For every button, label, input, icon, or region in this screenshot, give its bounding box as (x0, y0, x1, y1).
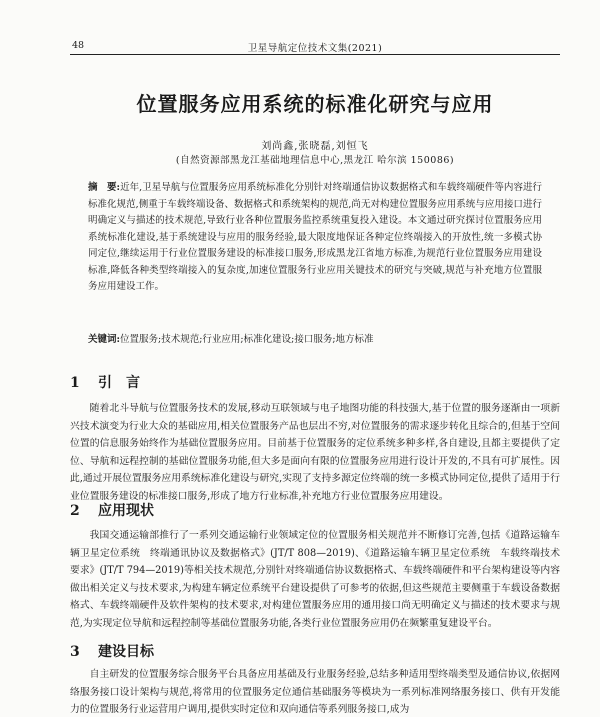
section-title: 应用现状 (98, 503, 154, 519)
abstract-text: 近年,卫星导航与位置服务应用系统标准化分别针对终端通信协议数据格式和车载终端硬件等内容进行标准化规范,侧重于车载终端设备、数据格式和系统架构的规范,尚无对构建位置服务应用系统与应用接口进行明确定义与描述的技术规范,导致行业各种位置服务监控系统重复投入建设。本文通过研究探讨位置服务应用系统标准化建设,基于系统建设与应用的服务经验,最大限度地保证各种定位终端接入的开放性,统一多模式协同定位,继续运用于行业位置服务建设的标准接口服务,形成黑龙江省地方标准,为规范行业位置服务应用建设标准,降低各种类型终端接入的复杂度,加速位置服务行业应用关键技术的研究与突破,规范与补充地方位置服务应用建设工作。 (88, 182, 542, 292)
running-header (70, 38, 560, 55)
section-heading-3 (70, 641, 560, 661)
keywords-text: 位置服务;技术规范;行业应用;标准化建设;接口服务;地方标准 (120, 334, 374, 345)
section-number: 2 (70, 503, 80, 519)
section-paragraph-1: 随着北斗导航与位置服务技术的发展,移动互联领域与电子地图功能的科技强大,基于位置的服务逐渐由一项新兴技术演变为行业大众的基础应用,相关位置服务产品也层出不穷,对位置服务的需求逐步转化且综合的,但基于空间位置的信息服务始终作为基础位置服务应用。目前基于位置服务的定位系统多种多样,各自建设,且都主要提供了定位、导航和远程控制的基础位置服务功能,但大多是面向有限的位置服务应用进行设计开发的,不具有可扩展性。因此,通过开展位置服务应用系统标准化建设与研究,实现了支持多源定位终端的统一多模式协同定位,提供了适用于行业位置服务建设的标准接口服务,形成了地方行业标准,补充地方行业位置服务应用建设。 (70, 403, 560, 502)
keywords-label: 关键词: (88, 334, 121, 345)
section-heading-2 (70, 500, 560, 520)
section-paragraph-3: 自主研发的位置服务综合服务平台具备应用基础及行业服务经验,总结多种适用型终端类型及通信协议,依据网络服务接口设计架构与规范,将常用的位置服务定位通信基础服务等模块为一系列标准网络服务接口、供有开发能力的位置服务行业运营用户调用,提供实时定位和双向通信等系列服务接口,成为 (70, 669, 560, 716)
section-paragraph-2: 我国交通运输部推行了一系列交通运输行业领域定位的位置服务相关规范并不断修订完善,包括《道路运输车辆卫星定位系统 终端通讯协议及数据格式》(JT/T 808—2019)、《道路运输车辆卫星定位系统 车载终端技术要求》(JT/T 794—2019)等相关技术规范,分别针对终端通信协议数据格式、车载终端硬件和平台架构建设等内容做出相关定义与技术要求,为构建车辆定位系统平台建设提供了可参考的依据,但这些规范主要侧重于车载设备数据格式、车载终端硬件及软件架构的技术要求,对构建位置服务应用的通用接口尚无明确定义与描述的技术要求与规范,为实现定位导航和远程控制等基础位置服务功能,各类行业位置服务应用仍在频繁重复建设平台。 (70, 530, 560, 629)
authors: 刘尚鑫,张晓磊,刘恒飞 (261, 141, 369, 152)
journal-title: 卫星导航定位技术文集(2021) (247, 43, 383, 54)
abstract (88, 180, 542, 296)
section-heading-1 (70, 372, 560, 392)
affiliation: (自然资源部黑龙江基础地理信息中心,黑龙江 哈尔滨 150086) (175, 155, 455, 166)
abstract-label: 摘 要: (88, 182, 121, 193)
section-number: 3 (70, 644, 80, 660)
keywords (88, 332, 542, 348)
section-title: 建设目标 (98, 644, 154, 660)
paper-title: 位置服务应用系统的标准化研究与应用 (136, 92, 494, 116)
section-title: 引 言 (98, 375, 140, 391)
page-number: 48 (72, 40, 85, 51)
section-number: 1 (70, 375, 80, 391)
